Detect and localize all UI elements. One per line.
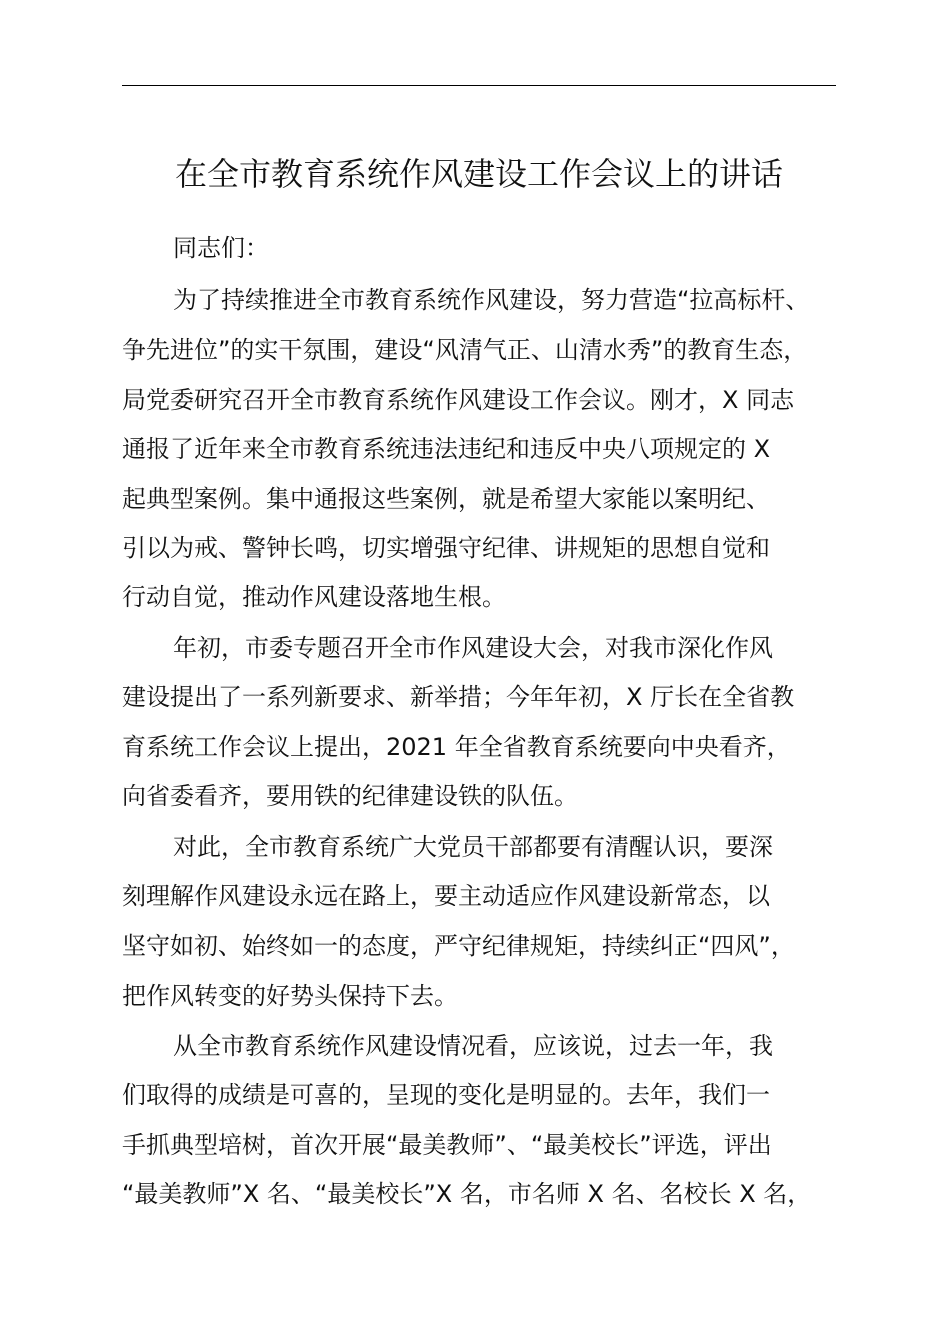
paragraph-line: “最美教师”X 名、“最美校长”X 名，市名师 X 名、名校长 X 名， — [122, 1180, 812, 1208]
paragraph-line: 对此，全市教育系统广大党员干部都要有清醒认识，要深 — [173, 833, 773, 861]
paragraph-line: 局党委研究召开全市教育系统作风建设工作会议。刚才，X 同志 — [122, 386, 795, 414]
paragraph-line: 手抓典型培树，首次开展“最美教师”、“最美校长”评选，评出 — [122, 1131, 772, 1159]
paragraph-line: 坚守如初、始终如一的态度，严守纪律规矩，持续纠正“四风”， — [122, 932, 795, 960]
paragraph-line: 年初，市委专题召开全市作风建设大会，对我市深化作风 — [173, 634, 773, 662]
paragraph-line: 把作风转变的好势头保持下去。 — [122, 982, 458, 1010]
paragraph-line: 向省委看齐，要用铁的纪律建设铁的队伍。 — [122, 782, 578, 810]
paragraph-line: 争先进位”的实干氛围，建设“风清气正、山清水秀”的教育生态， — [122, 336, 808, 364]
paragraph-line: 从全市教育系统作风建设情况看，应该说，过去一年，我 — [173, 1032, 773, 1060]
paragraph-line: 为了持续推进全市教育系统作风建设，努力营造“拉高标杆、 — [173, 286, 810, 314]
paragraph-line: 通报了近年来全市教育系统违法违纪和违反中央八项规定的 X — [122, 435, 771, 463]
paragraph-line: 行动自觉，推动作风建设落地生根。 — [122, 583, 506, 611]
paragraph-line: 起典型案例。集中通报这些案例，就是希望大家能以案明纪、 — [122, 485, 770, 513]
paragraph-line: 们取得的成绩是可喜的，呈现的变化是明显的。去年，我们一 — [122, 1081, 770, 1109]
paragraph-line: 引以为戒、警钟长鸣，切实增强守纪律、讲规矩的思想自觉和 — [122, 534, 770, 562]
header-rule — [122, 85, 836, 86]
page-title: 在全市教育系统作风建设工作会议上的讲话 — [174, 155, 783, 193]
paragraph-line: 建设提出了一系列新要求、新举措；今年年初，X 厅长在全省教 — [122, 683, 795, 711]
paragraph-line: 刻理解作风建设永远在路上，要主动适应作风建设新常态，以 — [122, 882, 770, 910]
salutation: 同志们： — [173, 234, 269, 262]
paragraph-line: 育系统工作会议上提出，2021 年全省教育系统要向中央看齐， — [122, 733, 791, 761]
